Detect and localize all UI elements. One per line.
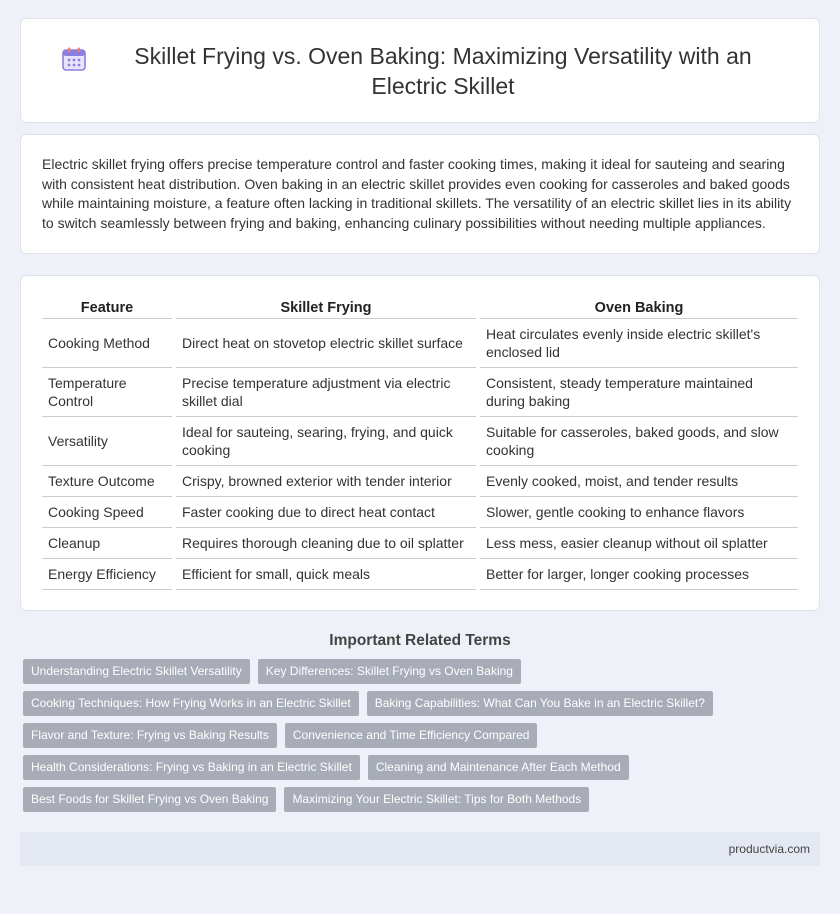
intro-text: Electric skillet frying offers precise temperature control and faster cooking times, making it ideal for sauteing and searing with consistent heat distribution. Oven baking in an electric skillet provides even cooking for casseroles and baked goods while maintaining moisture, a feature often lacking in traditional skillets. The versatility of an electric skillet lies in its ability to switch seamlessly between frying and baking, enhancing culinary possibilities without needing multiple appliances.	[42, 156, 792, 231]
related-term-tag[interactable]: Best Foods for Skillet Frying vs Oven Baking	[23, 787, 276, 812]
frying-cell: Direct heat on stovetop electric skillet surface	[176, 319, 476, 368]
frying-cell: Faster cooking due to direct heat contact	[176, 497, 476, 528]
feature-cell: Cooking Method	[42, 319, 172, 368]
related-term-tag[interactable]: Cooking Techniques: How Frying Works in an Electric Skillet	[23, 691, 359, 716]
header-oven-baking: Oven Baking	[480, 294, 798, 319]
baking-cell: Consistent, steady temperature maintained during baking	[480, 368, 798, 417]
related-term-tag[interactable]: Key Differences: Skillet Frying vs Oven Baking	[258, 659, 521, 684]
related-term-tag[interactable]: Convenience and Time Efficiency Compared	[285, 723, 538, 748]
frying-cell: Ideal for sauteing, searing, frying, and quick cooking	[176, 417, 476, 466]
baking-cell: Better for larger, longer cooking processes	[480, 559, 798, 590]
comparison-table-card	[20, 275, 820, 611]
feature-cell: Energy Efficiency	[42, 559, 172, 590]
table-row	[42, 368, 798, 417]
table-row	[42, 466, 798, 497]
table-header-row	[42, 294, 798, 319]
table-row	[42, 528, 798, 559]
feature-cell: Cleanup	[42, 528, 172, 559]
baking-cell: Suitable for casseroles, baked goods, and slow cooking	[480, 417, 798, 466]
calendar-icon	[61, 46, 87, 72]
frying-cell: Efficient for small, quick meals	[176, 559, 476, 590]
feature-cell: Texture Outcome	[42, 466, 172, 497]
related-term-tag[interactable]: Health Considerations: Frying vs Baking in an Electric Skillet	[23, 755, 360, 780]
comparison-table	[38, 294, 802, 590]
feature-cell: Temperature Control	[42, 368, 172, 417]
intro-card	[20, 134, 820, 254]
related-terms-list	[20, 659, 820, 819]
related-term-tag[interactable]: Maximizing Your Electric Skillet: Tips for Both Methods	[284, 787, 589, 812]
footer	[20, 832, 820, 866]
table-row	[42, 497, 798, 528]
table-row	[42, 417, 798, 466]
frying-cell: Crispy, browned exterior with tender interior	[176, 466, 476, 497]
table-row	[42, 559, 798, 590]
header-skillet-frying: Skillet Frying	[176, 294, 476, 319]
related-term-tag[interactable]: Baking Capabilities: What Can You Bake in an Electric Skillet?	[367, 691, 713, 716]
frying-cell: Requires thorough cleaning due to oil splatter	[176, 528, 476, 559]
feature-cell: Versatility	[42, 417, 172, 466]
baking-cell: Less mess, easier cleanup without oil splatter	[480, 528, 798, 559]
related-term-tag[interactable]: Cleaning and Maintenance After Each Method	[368, 755, 629, 780]
header-feature: Feature	[42, 294, 172, 319]
baking-cell: Evenly cooked, moist, and tender results	[480, 466, 798, 497]
header-card	[20, 18, 820, 123]
related-term-tag[interactable]: Flavor and Texture: Frying vs Baking Results	[23, 723, 277, 748]
table-row	[42, 319, 798, 368]
title-wrap	[61, 41, 779, 101]
related-terms-title: Important Related Terms	[329, 632, 511, 649]
frying-cell: Precise temperature adjustment via electric skillet dial	[176, 368, 476, 417]
page-title: Skillet Frying vs. Oven Baking: Maximizing Versatility with an Electric Skillet	[134, 42, 752, 99]
related-term-tag[interactable]: Understanding Electric Skillet Versatility	[23, 659, 250, 684]
footer-site-link[interactable]: productvia.com	[728, 842, 810, 856]
feature-cell: Cooking Speed	[42, 497, 172, 528]
baking-cell: Heat circulates evenly inside electric skillet's enclosed lid	[480, 319, 798, 368]
baking-cell: Slower, gentle cooking to enhance flavors	[480, 497, 798, 528]
